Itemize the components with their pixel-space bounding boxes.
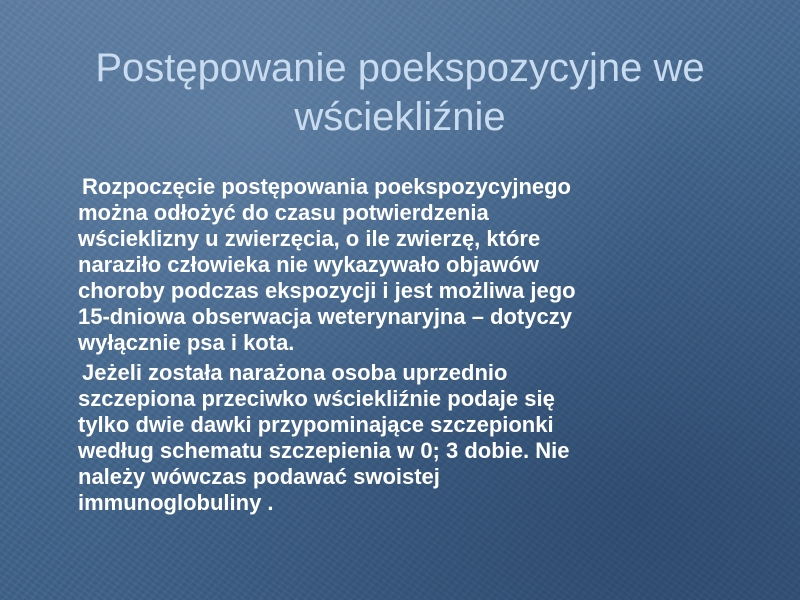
slide-title-line-1: Postępowanie poekspozycyjne we [95, 46, 705, 90]
paragraph-line: wyłącznie psa i kota. [78, 330, 295, 355]
paragraph-prior-vaccination [78, 360, 758, 516]
paragraph-line: immunoglobuliny . [78, 490, 274, 515]
paragraph-line: choroby podczas ekspozycji i jest możliwa jego [78, 278, 576, 303]
paragraph-line: tylko dwie dawki przypominające szczepionki [78, 412, 554, 437]
slide-title-line-2: wściekliźnie [294, 95, 506, 139]
paragraph-line: według schematu szczepienia w 0; 3 dobie. Nie [78, 438, 570, 463]
paragraph-postponement [78, 174, 758, 356]
paragraph-line: Jeżeli została narażona osoba uprzednio [82, 360, 508, 385]
paragraph-line: można odłożyć do czasu potwierdzenia [78, 200, 489, 225]
paragraph-line: Rozpoczęcie postępowania poekspozycyjnego [82, 174, 571, 199]
slide-body [78, 174, 758, 520]
paragraph-line: szczepiona przeciwko wściekliźnie podaje się [78, 386, 555, 411]
paragraph-line: należy wówczas podawać swoistej [78, 464, 440, 489]
paragraph-line: 15-dniowa obserwacja weterynaryjna – dotyczy [78, 304, 572, 329]
paragraph-line: naraziło człowieka nie wykazywało objawów [78, 252, 539, 277]
paragraph-line: wścieklizny u zwierzęcia, o ile zwierzę, które [78, 226, 541, 251]
slide-title [40, 44, 760, 142]
